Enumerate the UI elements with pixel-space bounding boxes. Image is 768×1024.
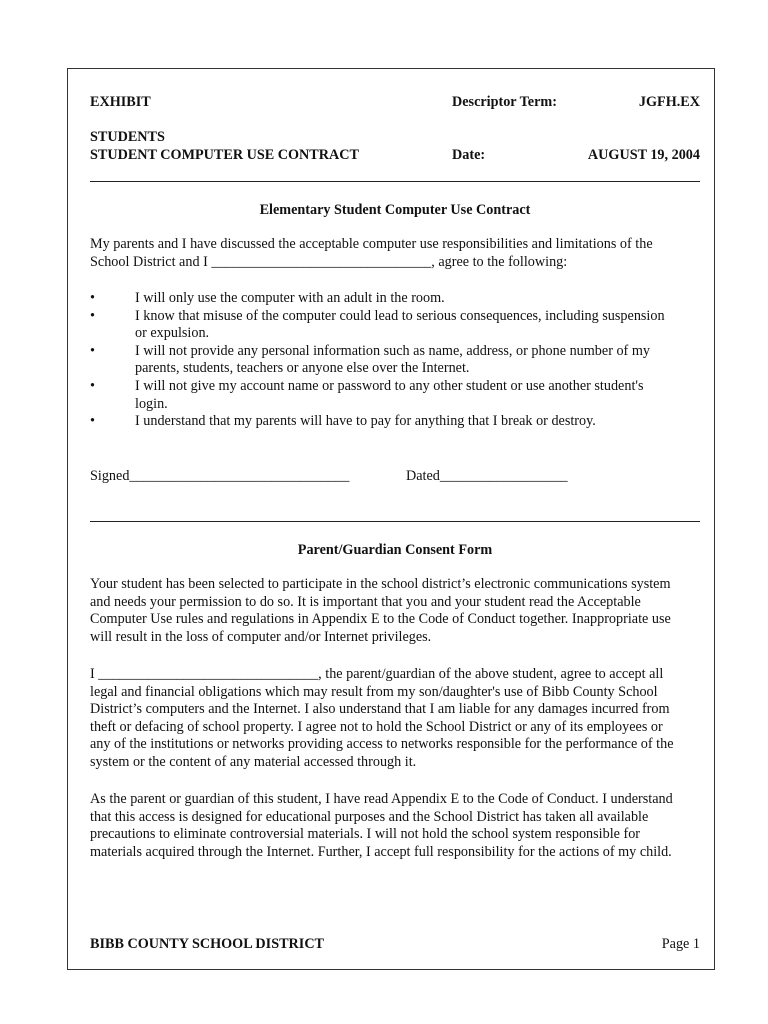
paragraph-line: system or the content of any material accessed through it. <box>90 753 417 770</box>
paragraph-line: any of the institutions or networks providing access to networks responsible for the performance of the <box>90 736 674 753</box>
paragraph-line: Computer Use rules and regulations in Appendix E to the Code of Conduct together. Inappropriate use <box>90 611 671 628</box>
parent-form-heading: Parent/Guardian Consent Form <box>297 542 493 558</box>
intro-line: My parents and I have discussed the acceptable computer use responsibilities and limitations of the <box>90 236 653 252</box>
signed-field[interactable]: Signed_______________________________ <box>90 468 350 484</box>
paragraph-line: theft or defacing of school property. I agree not to hold the School District or any of its employees or <box>90 718 663 735</box>
dated-field[interactable]: Dated__________________ <box>406 468 568 484</box>
bullet-text: I know that misuse of the computer could lead to serious consequences, including suspension <box>135 307 665 324</box>
paragraph-line: will result in the loss of computer and/or Internet privileges. <box>90 628 432 645</box>
parent-form-paragraph-1 <box>90 576 702 646</box>
section-divider <box>90 521 700 522</box>
paragraph-line: legal and financial obligations which may result from my son/daughter's use of Bibb County School <box>90 683 658 700</box>
bullet-icon: • <box>90 413 95 430</box>
section-label: STUDENTS <box>90 129 165 145</box>
bullet-text: or expulsion. <box>135 325 210 342</box>
bullet-text: I understand that my parents will have to pay for anything that I break or destroy. <box>135 413 596 430</box>
parent-form-paragraph-2 <box>90 666 702 772</box>
paragraph-line: that this access is designed for educational purposes and the School District has taken all available <box>90 808 649 825</box>
header-divider <box>90 181 700 182</box>
student-contract-heading: Elementary Student Computer Use Contract <box>259 202 531 218</box>
paragraph-line: materials acquired through the Internet. Further, I accept full responsibility for the actions of my child. <box>90 843 672 860</box>
paragraph-line: I _______________________________, the parent/guardian of the above student, agree to accept all <box>90 666 664 682</box>
descriptor-term-label: Descriptor Term: <box>452 94 557 110</box>
date-value: AUGUST 19, 2004 <box>587 147 700 163</box>
document-title: STUDENT COMPUTER USE CONTRACT <box>90 147 359 163</box>
bullet-text: I will not give my account name or password to any other student or use another student's <box>135 377 644 394</box>
list-item <box>90 290 702 308</box>
bullet-icon: • <box>90 307 95 324</box>
page-number: Page 1 <box>661 936 700 952</box>
exhibit-label: EXHIBIT <box>90 94 151 110</box>
intro-line: School District and I _______________________________, agree to the following: <box>90 253 568 270</box>
paragraph-line: and needs your permission to do so. It is important that you and your student read the Acceptable <box>90 593 641 610</box>
paragraph-line: District’s computers and the Internet. I also understand that I am liable for any damages incurred from <box>90 701 670 718</box>
bullet-text: login. <box>135 395 168 412</box>
list-item <box>90 343 702 378</box>
paragraph-line: precautions to eliminate controversial materials. I will not hold the school system responsible for <box>90 826 641 843</box>
footer-district: BIBB COUNTY SCHOOL DISTRICT <box>90 936 325 952</box>
descriptor-term-value: JGFH.EX <box>638 94 700 110</box>
parent-form-paragraph-3 <box>90 791 702 861</box>
bullet-text: I will not provide any personal information such as name, address, or phone number of my <box>135 342 650 359</box>
student-contract-intro <box>90 236 702 271</box>
bullet-icon: • <box>90 290 95 306</box>
bullet-text: I will only use the computer with an adult in the room. <box>135 290 445 306</box>
paragraph-line: As the parent or guardian of this student, I have read Appendix E to the Code of Conduct. I understand <box>90 791 673 807</box>
bullet-text: parents, students, teachers or anyone else over the Internet. <box>135 360 470 377</box>
date-label: Date: <box>452 147 486 163</box>
bullet-icon: • <box>90 342 95 359</box>
list-item <box>90 378 702 413</box>
contract-bullet-list <box>90 290 702 431</box>
bullet-icon: • <box>90 377 95 394</box>
paragraph-line: Your student has been selected to participate in the school district’s electronic communications system <box>90 576 671 592</box>
list-item <box>90 413 702 431</box>
list-item <box>90 308 702 343</box>
